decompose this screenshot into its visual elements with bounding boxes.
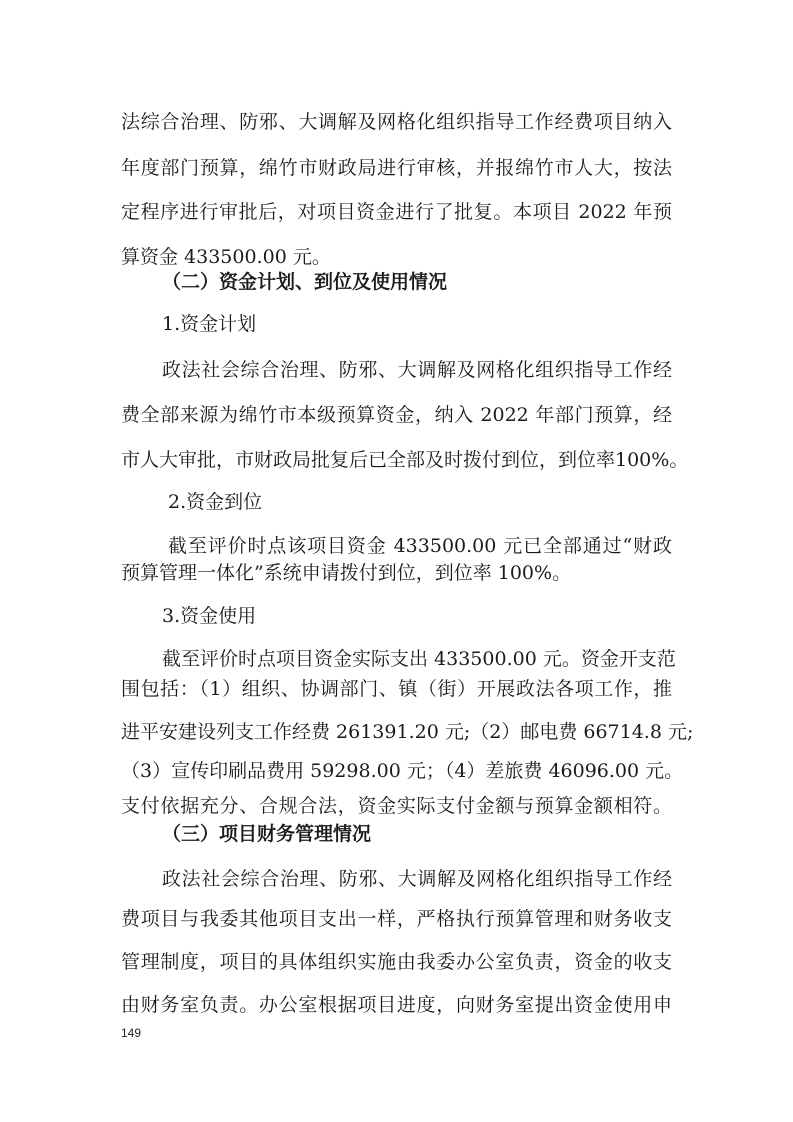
paragraph-line: 支付依据充分、合规合法，资金实际支付金额与预算金额相符。 <box>121 795 672 817</box>
section-heading: （三）项目财务管理情况 <box>162 823 372 845</box>
paragraph-line: 截至评价时点该项目资金 433500.00 元已全部通过“财政 <box>168 535 672 557</box>
paragraph-line: 由财务室负责。办公室根据项目进度，向财务室提出资金使用申 <box>121 994 672 1016</box>
paragraph-line: 管理制度，项目的具体组织实施由我委办公室负责，资金的收支 <box>121 951 672 973</box>
paragraph-line: 市人大审批，市财政局批复后已全部及时拨付到位，到位率100%。 <box>121 449 689 471</box>
paragraph-line: 定程序进行审批后，对项目资金进行了批复。本项目 2022 年预 <box>121 201 672 223</box>
paragraph-line: 费全部来源为绵竹市本级预算资金，纳入 2022 年部门预算，经 <box>121 404 672 426</box>
paragraph-line: 进平安建设列支工作经费 261391.20 元;（2）邮电费 66714.8 元; <box>121 721 694 743</box>
paragraph-line: 截至评价时点项目资金实际支出 433500.00 元。资金开支范 <box>162 648 676 670</box>
paragraph-line: 算资金 433500.00 元。 <box>121 246 331 268</box>
paragraph-line: 年度部门预算，绵竹市财政局进行审核，并报绵竹市人大，按法 <box>121 157 672 179</box>
subsection-title: 2.资金到位 <box>168 491 263 513</box>
paragraph-line: 围包括：（1）组织、协调部门、镇（街）开展政法各项工作，推 <box>121 678 672 700</box>
paragraph-line: （3）宣传印刷品费用 59298.00 元；（4）差旅费 46096.00 元。 <box>121 760 684 782</box>
section-heading: （二）资金计划、到位及使用情况 <box>162 271 448 293</box>
paragraph-line: 法综合治理、防邪、大调解及网格化组织指导工作经费项目纳入 <box>121 111 672 133</box>
subsection-title: 3.资金使用 <box>162 605 257 627</box>
paragraph-line: 费项目与我委其他项目支出一样，严格执行预算管理和财务收支 <box>121 908 672 930</box>
paragraph-line: 政法社会综合治理、防邪、大调解及网格化组织指导工作经 <box>162 868 672 890</box>
paragraph-line: 政法社会综合治理、防邪、大调解及网格化组织指导工作经 <box>162 359 672 381</box>
page-number: 149 <box>121 1026 142 1040</box>
paragraph-line: 预算管理一体化”系统申请拨付到位，到位率 100%。 <box>121 562 572 584</box>
subsection-title: 1.资金计划 <box>162 313 257 335</box>
